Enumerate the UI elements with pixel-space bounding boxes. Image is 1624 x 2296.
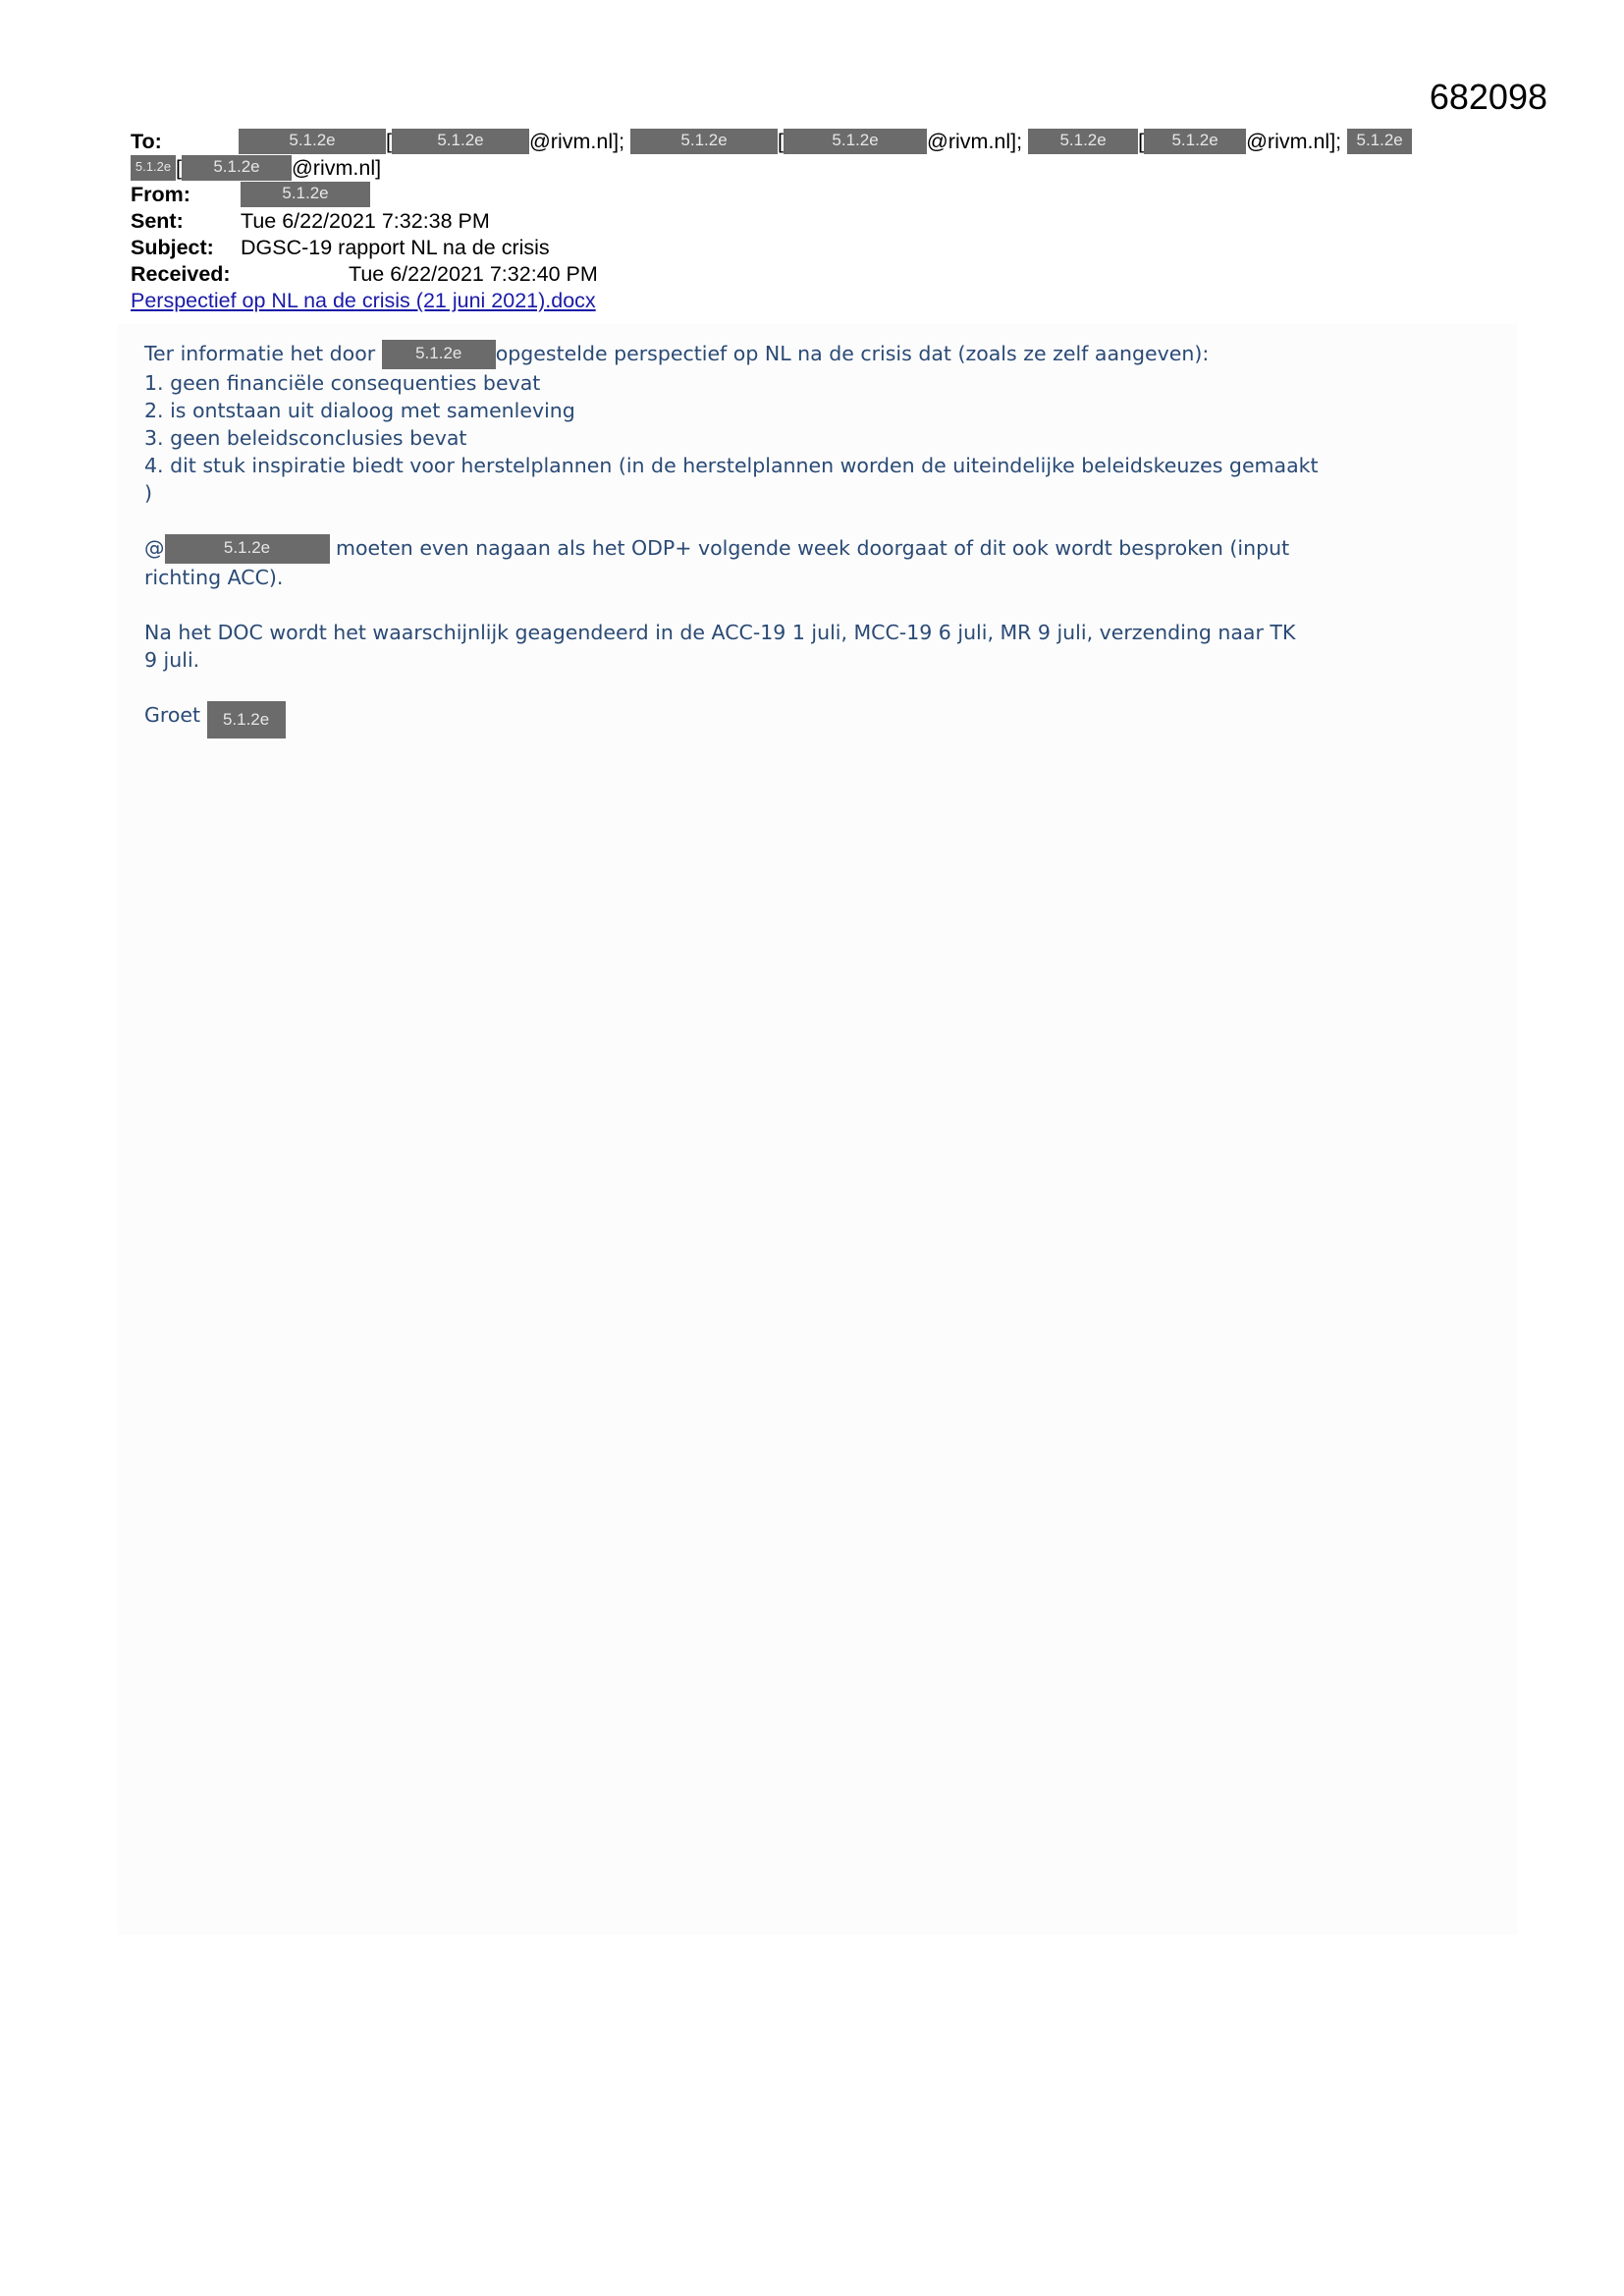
intro-text: Ter informatie het door — [144, 342, 376, 365]
sent-value: Tue 6/22/2021 7:32:38 PM — [241, 209, 490, 233]
email-domain: @rivm.nl]; — [927, 130, 1023, 153]
intro-text-continued: opgestelde perspectief op NL na de crisis dat (zoals ze zelf aangeven): — [495, 342, 1210, 365]
list-item: 4. dit stuk inspiratie biedt voor herstelplannen (in de herstelplannen worden de uiteindelijke beleidskeuzes gemaakt — [144, 454, 1319, 477]
bracket: [ — [386, 130, 392, 153]
subject-label: Subject: — [131, 236, 214, 259]
redaction-box: 5.1.2e — [382, 340, 496, 369]
to-label: To: — [131, 130, 162, 153]
bracket: [ — [1138, 130, 1145, 153]
received-row — [131, 261, 1505, 288]
redaction-box: 5.1.2e — [392, 129, 529, 154]
closing-line — [144, 701, 1499, 738]
sent-label: Sent: — [131, 209, 184, 233]
from-label: From: — [131, 183, 190, 206]
redaction-box: 5.1.2e — [165, 534, 330, 564]
redaction-box: 5.1.2e — [239, 129, 386, 154]
attachment-row — [131, 288, 1505, 314]
intro-line — [144, 340, 1499, 369]
received-value: Tue 6/22/2021 7:32:40 PM — [349, 262, 598, 286]
to-row — [131, 129, 1505, 155]
email-header — [131, 129, 1505, 314]
list-item: 3. geen beleidsconclusies bevat — [144, 426, 467, 450]
agenda-line-2: 9 juli. — [144, 648, 200, 672]
subject-value: DGSC-19 rapport NL na de crisis — [241, 236, 550, 259]
redaction-box: 5.1.2e — [1028, 129, 1138, 154]
message-body — [144, 340, 1499, 738]
redaction-box: 5.1.2e — [241, 182, 370, 207]
redaction-box: 5.1.2e — [630, 129, 778, 154]
mention-line — [144, 534, 1499, 564]
closing-text: Groet — [144, 703, 201, 727]
bracket: [ — [176, 156, 182, 180]
bracket: [ — [778, 130, 785, 153]
sent-row — [131, 208, 1505, 235]
mention-text: moeten even nagaan als het ODP+ volgende week doorgaat of dit ook wordt besproken (input — [336, 536, 1290, 560]
received-label: Received: — [131, 262, 231, 286]
from-row — [131, 182, 1505, 208]
redaction-box: 5.1.2e — [131, 155, 176, 181]
list-item-close: ) — [144, 481, 152, 505]
mention-line-2: richting ACC). — [144, 566, 284, 589]
document-number: 682098 — [1429, 77, 1547, 117]
email-domain: @rivm.nl]; — [528, 130, 625, 153]
redaction-box: 5.1.2e — [784, 129, 927, 154]
list-item: 2. is ontstaan uit dialoog met samenleving — [144, 399, 575, 422]
agenda-line: Na het DOC wordt het waarschijnlijk geagendeerd in de ACC-19 1 juli, MCC-19 6 juli, MR 9 juli, verzending naar TK — [144, 621, 1296, 644]
list-item: 1. geen financiële consequenties bevat — [144, 371, 541, 395]
redaction-box: 5.1.2e — [207, 701, 286, 738]
redaction-box: 5.1.2e — [182, 155, 292, 181]
subject-row — [131, 235, 1505, 261]
redaction-box: 5.1.2e — [1144, 129, 1246, 154]
email-domain: @rivm.nl]; — [1246, 130, 1342, 153]
redaction-box: 5.1.2e — [1347, 129, 1412, 154]
attachment-link[interactable]: Perspectief op NL na de crisis (21 juni 2021).docx — [131, 289, 596, 312]
mention-at: @ — [144, 536, 165, 560]
email-domain: @rivm.nl] — [291, 156, 382, 180]
to-row-continued — [131, 155, 1505, 182]
